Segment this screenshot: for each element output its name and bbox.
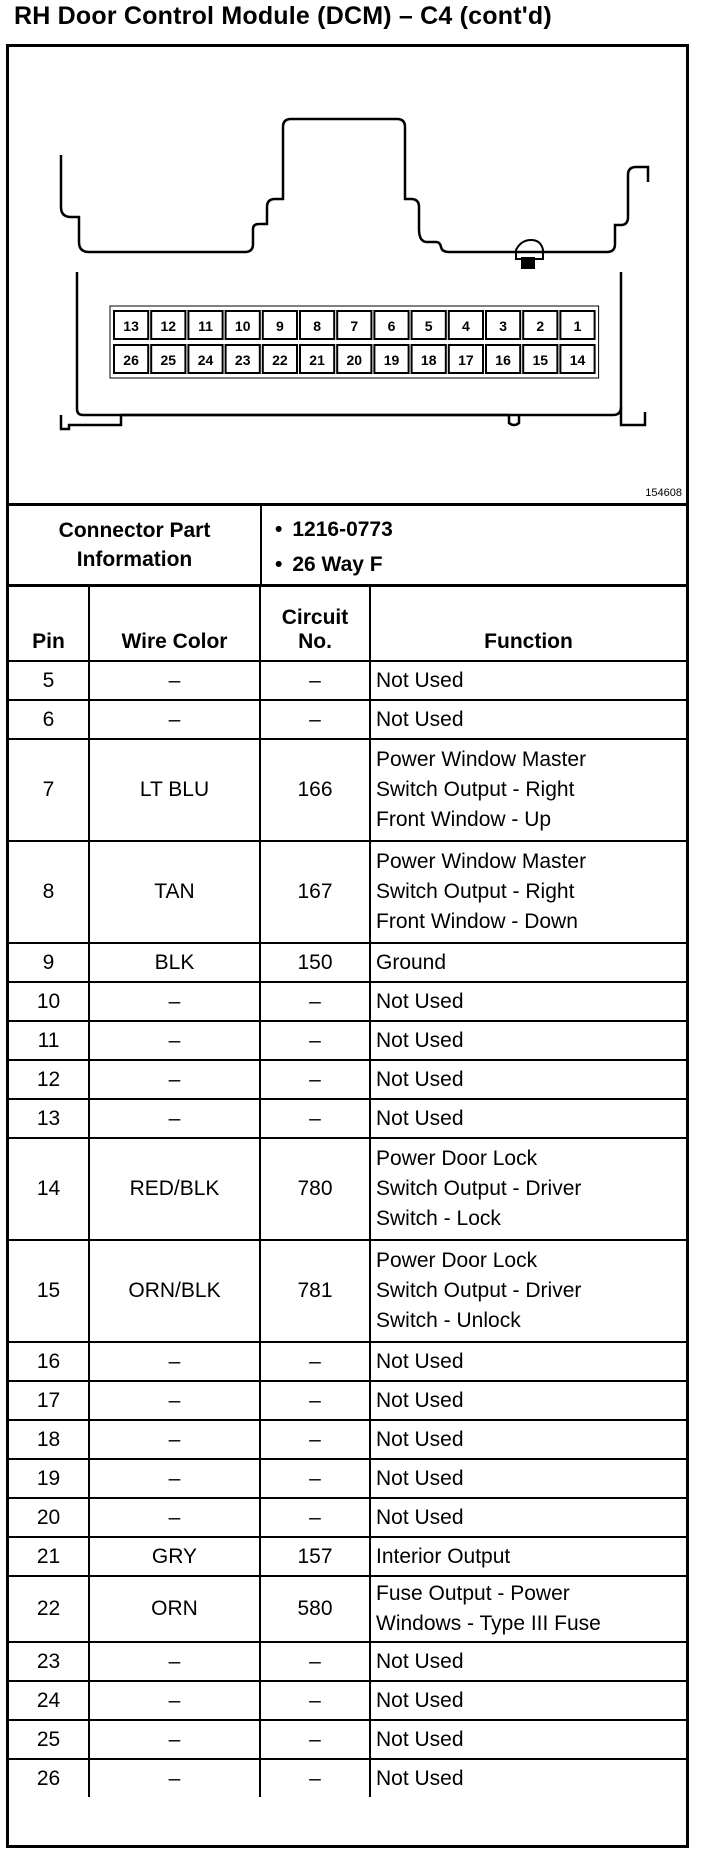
table-row bbox=[9, 1420, 686, 1459]
connector-pin-number: 22 bbox=[272, 352, 288, 368]
function-line: Not Used bbox=[376, 1688, 464, 1712]
table-row bbox=[9, 1240, 686, 1342]
wire-color-cell: ORN/BLK bbox=[89, 1240, 260, 1342]
circuit-cell: 166 bbox=[260, 739, 370, 841]
function-line: Switch - Lock bbox=[376, 1207, 501, 1230]
circuit-cell: 580 bbox=[260, 1576, 370, 1642]
function-line: Not Used bbox=[376, 1067, 464, 1091]
function-line: Not Used bbox=[376, 1727, 464, 1751]
connector-part-number: • 1216-0773 bbox=[275, 512, 393, 547]
function-line: Not Used bbox=[376, 1427, 464, 1451]
connector-pin-number: 18 bbox=[420, 352, 437, 368]
function-cell bbox=[370, 1060, 686, 1099]
circuit-cell: – bbox=[260, 661, 370, 700]
function-cell bbox=[370, 1099, 686, 1138]
pin-cell: 18 bbox=[9, 1420, 89, 1459]
table-row bbox=[9, 1342, 686, 1381]
function-line: Ground bbox=[376, 950, 447, 974]
function-line: Not Used bbox=[376, 668, 464, 692]
function-line: Switch Output - Right bbox=[376, 880, 575, 903]
wire-color-cell: LT BLU bbox=[89, 739, 260, 841]
table-row bbox=[9, 1099, 686, 1138]
wire-color-cell: RED/BLK bbox=[89, 1138, 260, 1240]
connector-info-label bbox=[9, 506, 262, 584]
function-line: Power Window Master bbox=[376, 850, 587, 873]
circuit-cell: 157 bbox=[260, 1537, 370, 1576]
function-cell bbox=[370, 1240, 686, 1342]
function-cell bbox=[370, 1576, 686, 1642]
function-cell bbox=[370, 1138, 686, 1240]
circuit-cell: – bbox=[260, 1759, 370, 1797]
wire-color-cell: – bbox=[89, 700, 260, 739]
connector-pin-number: 11 bbox=[198, 318, 213, 334]
function-line: Not Used bbox=[376, 1388, 464, 1412]
connector-part-info bbox=[9, 506, 686, 587]
circuit-cell: – bbox=[260, 1021, 370, 1060]
circuit-cell: 780 bbox=[260, 1138, 370, 1240]
function-cell bbox=[370, 1381, 686, 1420]
function-cell bbox=[370, 661, 686, 700]
wire-color-cell: – bbox=[89, 1642, 260, 1681]
wire-color-cell: – bbox=[89, 1720, 260, 1759]
function-cell bbox=[370, 1759, 686, 1797]
connector-pin-number: 26 bbox=[123, 352, 139, 368]
table-row bbox=[9, 1381, 686, 1420]
pin-cell: 16 bbox=[9, 1342, 89, 1381]
wire-color-cell: – bbox=[89, 1060, 260, 1099]
connector-pin-number: 2 bbox=[536, 318, 545, 334]
pin-cell: 12 bbox=[9, 1060, 89, 1099]
function-header: Function bbox=[370, 587, 686, 661]
pin-cell: 23 bbox=[9, 1642, 89, 1681]
table-row bbox=[9, 1759, 686, 1797]
page-title: RH Door Control Module (DCM) – C4 (cont'd) bbox=[14, 2, 552, 30]
function-cell bbox=[370, 1537, 686, 1576]
pin-cell: 14 bbox=[9, 1138, 89, 1240]
pin-cell: 20 bbox=[9, 1498, 89, 1537]
function-line: Power Window Master bbox=[376, 748, 587, 771]
connector-pin-number: 15 bbox=[532, 352, 549, 368]
function-cell bbox=[370, 1420, 686, 1459]
table-row bbox=[9, 1138, 686, 1240]
function-line: Not Used bbox=[376, 1505, 464, 1529]
function-cell bbox=[370, 1681, 686, 1720]
circuit-cell: – bbox=[260, 1498, 370, 1537]
connector-info-values bbox=[275, 512, 393, 582]
function-line: Not Used bbox=[376, 989, 464, 1013]
table-row bbox=[9, 1681, 686, 1720]
circuit-cell: – bbox=[260, 982, 370, 1021]
wire-color-cell: BLK bbox=[89, 943, 260, 982]
connector-pin-number: 20 bbox=[346, 352, 363, 368]
pin-cell: 10 bbox=[9, 982, 89, 1021]
wire-color-cell: – bbox=[89, 1381, 260, 1420]
pin-cell: 7 bbox=[9, 739, 89, 841]
circuit-cell: 150 bbox=[260, 943, 370, 982]
table-row bbox=[9, 1642, 686, 1681]
function-cell bbox=[370, 1642, 686, 1681]
pin-cell: 21 bbox=[9, 1537, 89, 1576]
pin-header: Pin bbox=[9, 587, 89, 661]
connector-diagram bbox=[9, 47, 686, 506]
circuit-cell: – bbox=[260, 1642, 370, 1681]
wire-color-cell: – bbox=[89, 1099, 260, 1138]
wire-color-header: Wire Color bbox=[89, 587, 260, 661]
function-line: Power Door Lock bbox=[376, 1249, 538, 1272]
function-line: Interior Output bbox=[376, 1544, 511, 1568]
connector-pin-number: 4 bbox=[462, 318, 470, 334]
pin-cell: 15 bbox=[9, 1240, 89, 1342]
table-row bbox=[9, 1537, 686, 1576]
function-line: Not Used bbox=[376, 1349, 464, 1373]
pin-cell: 26 bbox=[9, 1759, 89, 1797]
latch-tab-icon bbox=[521, 257, 535, 269]
table-row bbox=[9, 700, 686, 739]
pin-cell: 17 bbox=[9, 1381, 89, 1420]
table-row bbox=[9, 943, 686, 982]
circuit-cell: – bbox=[260, 1720, 370, 1759]
pin-cell: 6 bbox=[9, 700, 89, 739]
circuit-cell: 781 bbox=[260, 1240, 370, 1342]
connector-pin-number: 16 bbox=[495, 352, 511, 368]
wire-color-cell: GRY bbox=[89, 1537, 260, 1576]
wire-color-cell: – bbox=[89, 1021, 260, 1060]
function-line: Switch - Unlock bbox=[376, 1309, 521, 1332]
function-line: Switch Output - Driver bbox=[376, 1177, 582, 1200]
function-cell bbox=[370, 1720, 686, 1759]
wire-color-cell: – bbox=[89, 982, 260, 1021]
pin-cell: 22 bbox=[9, 1576, 89, 1642]
function-cell bbox=[370, 982, 686, 1021]
function-line: Not Used bbox=[376, 1649, 464, 1673]
wire-color-cell: – bbox=[89, 1498, 260, 1537]
pin-cell: 19 bbox=[9, 1459, 89, 1498]
function-line: Not Used bbox=[376, 1766, 464, 1790]
pin-cell: 8 bbox=[9, 841, 89, 943]
pin-cell: 13 bbox=[9, 1099, 89, 1138]
connector-face-drawing bbox=[9, 47, 686, 503]
table-row bbox=[9, 1021, 686, 1060]
wire-color-cell: TAN bbox=[89, 841, 260, 943]
function-line: Not Used bbox=[376, 1466, 464, 1490]
circuit-cell: – bbox=[260, 1342, 370, 1381]
figure-id: 154608 bbox=[645, 487, 682, 499]
connector-pin-number: 13 bbox=[123, 318, 139, 334]
connector-pin-number: 19 bbox=[383, 352, 400, 368]
wire-color-cell: – bbox=[89, 661, 260, 700]
connector-pin-number: 23 bbox=[234, 352, 251, 368]
connector-pin-number: 3 bbox=[499, 318, 507, 334]
function-line: Power Door Lock bbox=[376, 1147, 538, 1170]
function-line: Not Used bbox=[376, 1028, 464, 1052]
connector-pin-number: 5 bbox=[424, 318, 433, 334]
connector-pin-number: 21 bbox=[309, 352, 325, 368]
table-row bbox=[9, 739, 686, 841]
wire-color-cell: – bbox=[89, 1342, 260, 1381]
connector-base bbox=[77, 272, 621, 415]
circuit-cell: – bbox=[260, 1381, 370, 1420]
connector-pin-number: 25 bbox=[160, 352, 177, 368]
function-cell bbox=[370, 1021, 686, 1060]
function-cell bbox=[370, 943, 686, 982]
wire-color-cell: – bbox=[89, 1459, 260, 1498]
connector-outline bbox=[61, 119, 648, 429]
pin-cell: 11 bbox=[9, 1021, 89, 1060]
connector-pin-number: 12 bbox=[160, 318, 177, 334]
connector-way-type: • 26 Way F bbox=[275, 547, 393, 582]
table-row bbox=[9, 1459, 686, 1498]
table-row bbox=[9, 1576, 686, 1642]
circuit-cell: – bbox=[260, 1681, 370, 1720]
connector-pin-number: 14 bbox=[569, 352, 586, 368]
function-cell bbox=[370, 1342, 686, 1381]
circuit-cell: – bbox=[260, 700, 370, 739]
circuit-cell: – bbox=[260, 1099, 370, 1138]
function-cell bbox=[370, 1498, 686, 1537]
wire-color-cell: – bbox=[89, 1681, 260, 1720]
connector-document bbox=[6, 44, 689, 1848]
function-cell bbox=[370, 1459, 686, 1498]
connector-pin-number: 10 bbox=[234, 318, 251, 334]
connector-pin-number: 9 bbox=[276, 318, 284, 334]
pin-cell: 9 bbox=[9, 943, 89, 982]
function-line: Windows - Type III Fuse bbox=[376, 1612, 601, 1635]
circuit-header bbox=[260, 587, 370, 661]
connector-pin-number: 7 bbox=[350, 318, 359, 334]
connector-pin-number: 1 bbox=[573, 318, 582, 334]
circuit-cell: – bbox=[260, 1060, 370, 1099]
function-line: Fuse Output - Power bbox=[376, 1582, 570, 1605]
latch-icon bbox=[516, 240, 543, 259]
function-line: Not Used bbox=[376, 1106, 464, 1130]
function-line: Not Used bbox=[376, 707, 464, 731]
circuit-cell: – bbox=[260, 1420, 370, 1459]
function-cell bbox=[370, 700, 686, 739]
function-cell bbox=[370, 841, 686, 943]
table-row bbox=[9, 982, 686, 1021]
wire-color-cell: – bbox=[89, 1420, 260, 1459]
function-line: Front Window - Up bbox=[376, 808, 552, 831]
connector-pin-number: 24 bbox=[197, 352, 214, 368]
pinout-table bbox=[9, 587, 686, 1797]
table-row bbox=[9, 1498, 686, 1537]
circuit-cell: 167 bbox=[260, 841, 370, 943]
connector-pin-number: 8 bbox=[313, 318, 321, 334]
wire-color-cell: ORN bbox=[89, 1576, 260, 1642]
pin-cell: 25 bbox=[9, 1720, 89, 1759]
function-line: Switch Output - Right bbox=[376, 778, 575, 801]
table-row bbox=[9, 841, 686, 943]
function-cell bbox=[370, 739, 686, 841]
connector-pin-number: 17 bbox=[458, 352, 474, 368]
table-row bbox=[9, 661, 686, 700]
function-line: Switch Output - Driver bbox=[376, 1279, 582, 1302]
circuit-cell: – bbox=[260, 1459, 370, 1498]
connector-info-label-text: Connector Part Information bbox=[58, 519, 211, 571]
pin-cell: 5 bbox=[9, 661, 89, 700]
pin-cell: 24 bbox=[9, 1681, 89, 1720]
wire-color-cell: – bbox=[89, 1759, 260, 1797]
table-row bbox=[9, 1060, 686, 1099]
circuit-header-text: Circuit No. bbox=[281, 606, 349, 653]
function-line: Front Window - Down bbox=[376, 910, 578, 933]
table-row bbox=[9, 1720, 686, 1759]
connector-pin-number: 6 bbox=[387, 318, 396, 334]
